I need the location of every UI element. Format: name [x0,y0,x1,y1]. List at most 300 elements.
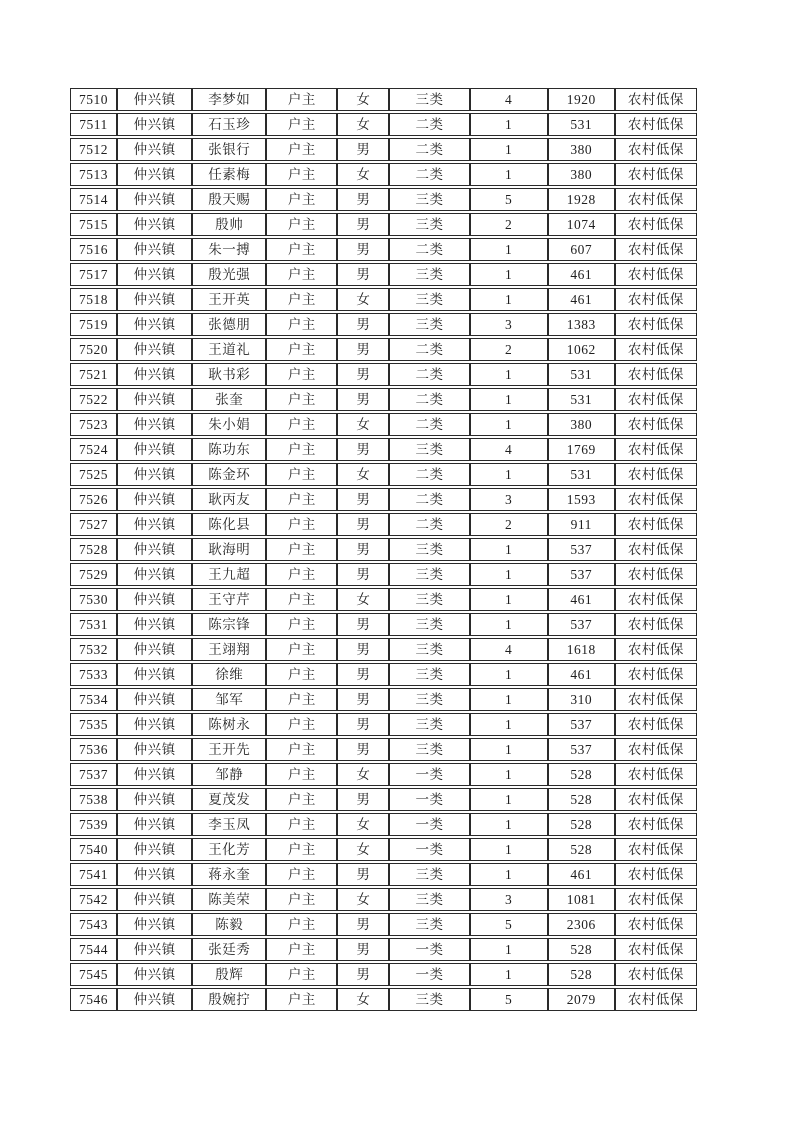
cell-serial: 7533 [70,663,117,686]
cell-town: 仲兴镇 [117,463,192,486]
cell-benefit: 农村低保 [615,713,697,736]
cell-category: 二类 [389,163,469,186]
cell-benefit: 农村低保 [615,88,697,111]
cell-name: 殷天赐 [192,188,266,211]
cell-gender: 男 [337,613,389,636]
cell-serial: 7541 [70,863,117,886]
cell-serial: 7542 [70,888,117,911]
cell-amount: 911 [548,513,615,536]
cell-gender: 女 [337,163,389,186]
cell-persons: 1 [470,588,548,611]
cell-persons: 1 [470,413,548,436]
cell-serial: 7545 [70,963,117,986]
cell-serial: 7510 [70,88,117,111]
cell-relation: 户主 [266,188,337,211]
cell-name: 王道礼 [192,338,266,361]
cell-relation: 户主 [266,963,337,986]
cell-town: 仲兴镇 [117,713,192,736]
cell-serial: 7536 [70,738,117,761]
cell-town: 仲兴镇 [117,988,192,1011]
cell-persons: 1 [470,838,548,861]
cell-town: 仲兴镇 [117,388,192,411]
cell-benefit: 农村低保 [615,763,697,786]
cell-persons: 1 [470,738,548,761]
cell-town: 仲兴镇 [117,263,192,286]
cell-town: 仲兴镇 [117,663,192,686]
cell-name: 王开先 [192,738,266,761]
cell-category: 三类 [389,588,469,611]
cell-gender: 男 [337,488,389,511]
cell-town: 仲兴镇 [117,338,192,361]
cell-relation: 户主 [266,263,337,286]
cell-relation: 户主 [266,438,337,461]
cell-benefit: 农村低保 [615,288,697,311]
table-row [70,263,697,286]
cell-town: 仲兴镇 [117,788,192,811]
cell-category: 一类 [389,838,469,861]
cell-benefit: 农村低保 [615,313,697,336]
cell-persons: 1 [470,663,548,686]
cell-town: 仲兴镇 [117,188,192,211]
cell-name: 张德朋 [192,313,266,336]
cell-town: 仲兴镇 [117,213,192,236]
cell-amount: 528 [548,838,615,861]
cell-amount: 537 [548,563,615,586]
table-row [70,813,697,836]
cell-gender: 男 [337,938,389,961]
cell-amount: 1920 [548,88,615,111]
cell-persons: 3 [470,488,548,511]
cell-name: 张廷秀 [192,938,266,961]
cell-benefit: 农村低保 [615,163,697,186]
cell-amount: 528 [548,813,615,836]
subsistence-allowance-table [70,86,697,1013]
cell-persons: 1 [470,813,548,836]
table-row [70,188,697,211]
cell-category: 三类 [389,538,469,561]
cell-benefit: 农村低保 [615,863,697,886]
cell-relation: 户主 [266,738,337,761]
cell-persons: 1 [470,613,548,636]
cell-relation: 户主 [266,238,337,261]
table-row [70,463,697,486]
cell-relation: 户主 [266,663,337,686]
cell-benefit: 农村低保 [615,838,697,861]
cell-category: 一类 [389,963,469,986]
cell-category: 三类 [389,688,469,711]
cell-serial: 7539 [70,813,117,836]
cell-amount: 380 [548,413,615,436]
cell-category: 二类 [389,238,469,261]
cell-town: 仲兴镇 [117,88,192,111]
cell-name: 张银行 [192,138,266,161]
cell-relation: 户主 [266,713,337,736]
cell-town: 仲兴镇 [117,963,192,986]
table-row [70,563,697,586]
cell-benefit: 农村低保 [615,988,697,1011]
cell-gender: 男 [337,788,389,811]
table-row [70,538,697,561]
cell-serial: 7525 [70,463,117,486]
cell-benefit: 农村低保 [615,888,697,911]
cell-name: 朱一搏 [192,238,266,261]
table-row [70,488,697,511]
table-row [70,863,697,886]
cell-amount: 461 [548,588,615,611]
cell-persons: 5 [470,188,548,211]
cell-town: 仲兴镇 [117,638,192,661]
cell-persons: 1 [470,388,548,411]
cell-relation: 户主 [266,338,337,361]
cell-serial: 7537 [70,763,117,786]
cell-town: 仲兴镇 [117,813,192,836]
cell-benefit: 农村低保 [615,613,697,636]
cell-category: 二类 [389,363,469,386]
cell-serial: 7531 [70,613,117,636]
cell-benefit: 农村低保 [615,363,697,386]
cell-gender: 女 [337,588,389,611]
cell-benefit: 农村低保 [615,963,697,986]
cell-amount: 1383 [548,313,615,336]
cell-serial: 7530 [70,588,117,611]
cell-amount: 607 [548,238,615,261]
cell-relation: 户主 [266,288,337,311]
cell-gender: 男 [337,563,389,586]
cell-name: 李玉凤 [192,813,266,836]
cell-serial: 7520 [70,338,117,361]
cell-benefit: 农村低保 [615,513,697,536]
cell-name: 陈宗锋 [192,613,266,636]
cell-benefit: 农村低保 [615,263,697,286]
cell-town: 仲兴镇 [117,688,192,711]
cell-serial: 7524 [70,438,117,461]
cell-serial: 7534 [70,688,117,711]
cell-serial: 7515 [70,213,117,236]
cell-persons: 3 [470,888,548,911]
table-row [70,388,697,411]
cell-category: 三类 [389,888,469,911]
cell-benefit: 农村低保 [615,638,697,661]
table-row [70,138,697,161]
cell-category: 三类 [389,438,469,461]
table-row [70,788,697,811]
cell-category: 三类 [389,313,469,336]
table-row [70,888,697,911]
cell-town: 仲兴镇 [117,863,192,886]
cell-serial: 7528 [70,538,117,561]
cell-gender: 女 [337,763,389,786]
cell-name: 耿书彩 [192,363,266,386]
cell-amount: 537 [548,538,615,561]
cell-town: 仲兴镇 [117,913,192,936]
table-row [70,838,697,861]
cell-persons: 1 [470,938,548,961]
cell-amount: 2079 [548,988,615,1011]
cell-serial: 7538 [70,788,117,811]
cell-benefit: 农村低保 [615,588,697,611]
cell-amount: 461 [548,863,615,886]
cell-amount: 1618 [548,638,615,661]
cell-benefit: 农村低保 [615,188,697,211]
cell-gender: 男 [337,538,389,561]
cell-town: 仲兴镇 [117,163,192,186]
cell-town: 仲兴镇 [117,138,192,161]
cell-town: 仲兴镇 [117,763,192,786]
table-row [70,738,697,761]
cell-gender: 男 [337,663,389,686]
cell-town: 仲兴镇 [117,738,192,761]
cell-gender: 女 [337,88,389,111]
cell-amount: 2306 [548,913,615,936]
cell-amount: 461 [548,263,615,286]
cell-persons: 1 [470,563,548,586]
cell-gender: 男 [337,738,389,761]
cell-persons: 1 [470,713,548,736]
cell-gender: 女 [337,463,389,486]
cell-serial: 7516 [70,238,117,261]
cell-amount: 531 [548,463,615,486]
cell-name: 王守芹 [192,588,266,611]
cell-category: 二类 [389,488,469,511]
cell-gender: 男 [337,338,389,361]
cell-relation: 户主 [266,363,337,386]
cell-name: 邹静 [192,763,266,786]
cell-category: 二类 [389,513,469,536]
cell-gender: 男 [337,363,389,386]
cell-relation: 户主 [266,313,337,336]
table-row [70,938,697,961]
cell-gender: 男 [337,188,389,211]
cell-name: 陈毅 [192,913,266,936]
cell-category: 三类 [389,913,469,936]
cell-relation: 户主 [266,988,337,1011]
cell-benefit: 农村低保 [615,463,697,486]
cell-benefit: 农村低保 [615,388,697,411]
cell-category: 三类 [389,613,469,636]
cell-amount: 380 [548,163,615,186]
table-row [70,963,697,986]
cell-relation: 户主 [266,488,337,511]
cell-amount: 1928 [548,188,615,211]
cell-gender: 男 [337,963,389,986]
table-row [70,763,697,786]
cell-amount: 531 [548,363,615,386]
cell-category: 三类 [389,863,469,886]
cell-town: 仲兴镇 [117,413,192,436]
cell-persons: 1 [470,288,548,311]
cell-amount: 528 [548,938,615,961]
table-row [70,88,697,111]
cell-persons: 1 [470,138,548,161]
cell-category: 三类 [389,988,469,1011]
cell-benefit: 农村低保 [615,563,697,586]
cell-town: 仲兴镇 [117,563,192,586]
cell-amount: 1074 [548,213,615,236]
cell-name: 徐维 [192,663,266,686]
table-row [70,213,697,236]
cell-name: 殷婉拧 [192,988,266,1011]
cell-gender: 男 [337,238,389,261]
cell-serial: 7540 [70,838,117,861]
cell-benefit: 农村低保 [615,338,697,361]
cell-town: 仲兴镇 [117,538,192,561]
cell-relation: 户主 [266,688,337,711]
cell-benefit: 农村低保 [615,413,697,436]
cell-relation: 户主 [266,613,337,636]
cell-persons: 3 [470,313,548,336]
cell-gender: 女 [337,813,389,836]
cell-gender: 男 [337,638,389,661]
table-row [70,713,697,736]
cell-town: 仲兴镇 [117,238,192,261]
cell-town: 仲兴镇 [117,313,192,336]
cell-persons: 5 [470,913,548,936]
cell-amount: 380 [548,138,615,161]
cell-serial: 7527 [70,513,117,536]
cell-category: 一类 [389,763,469,786]
cell-name: 陈美荣 [192,888,266,911]
cell-benefit: 农村低保 [615,488,697,511]
cell-persons: 1 [470,963,548,986]
cell-town: 仲兴镇 [117,488,192,511]
cell-category: 二类 [389,413,469,436]
cell-gender: 女 [337,838,389,861]
cell-serial: 7518 [70,288,117,311]
cell-persons: 1 [470,263,548,286]
cell-relation: 户主 [266,838,337,861]
cell-name: 殷辉 [192,963,266,986]
table-row [70,338,697,361]
cell-name: 王翊翔 [192,638,266,661]
cell-serial: 7523 [70,413,117,436]
cell-relation: 户主 [266,113,337,136]
cell-amount: 1593 [548,488,615,511]
cell-name: 李梦如 [192,88,266,111]
cell-name: 蒋永奎 [192,863,266,886]
cell-amount: 531 [548,388,615,411]
cell-persons: 1 [470,788,548,811]
cell-name: 张奎 [192,388,266,411]
cell-name: 陈金环 [192,463,266,486]
cell-serial: 7526 [70,488,117,511]
cell-amount: 528 [548,963,615,986]
cell-gender: 男 [337,438,389,461]
cell-relation: 户主 [266,138,337,161]
cell-category: 三类 [389,188,469,211]
cell-serial: 7529 [70,563,117,586]
cell-amount: 461 [548,663,615,686]
cell-persons: 1 [470,363,548,386]
cell-persons: 5 [470,988,548,1011]
cell-persons: 1 [470,538,548,561]
table-row [70,113,697,136]
cell-relation: 户主 [266,638,337,661]
cell-name: 任素梅 [192,163,266,186]
cell-amount: 528 [548,763,615,786]
cell-category: 三类 [389,263,469,286]
cell-town: 仲兴镇 [117,938,192,961]
cell-gender: 女 [337,888,389,911]
table-row [70,163,697,186]
cell-serial: 7535 [70,713,117,736]
cell-category: 三类 [389,738,469,761]
cell-name: 夏茂发 [192,788,266,811]
cell-relation: 户主 [266,588,337,611]
cell-relation: 户主 [266,213,337,236]
cell-relation: 户主 [266,788,337,811]
cell-serial: 7514 [70,188,117,211]
cell-town: 仲兴镇 [117,288,192,311]
cell-amount: 531 [548,113,615,136]
table-row [70,638,697,661]
cell-name: 石玉珍 [192,113,266,136]
cell-persons: 2 [470,513,548,536]
cell-category: 三类 [389,663,469,686]
cell-gender: 男 [337,913,389,936]
cell-category: 二类 [389,388,469,411]
cell-persons: 1 [470,688,548,711]
cell-gender: 男 [337,513,389,536]
cell-relation: 户主 [266,538,337,561]
cell-gender: 男 [337,388,389,411]
cell-gender: 女 [337,288,389,311]
cell-serial: 7522 [70,388,117,411]
table-row [70,663,697,686]
cell-gender: 男 [337,313,389,336]
cell-category: 三类 [389,638,469,661]
cell-persons: 1 [470,113,548,136]
cell-name: 耿海明 [192,538,266,561]
cell-benefit: 农村低保 [615,663,697,686]
cell-town: 仲兴镇 [117,613,192,636]
cell-benefit: 农村低保 [615,113,697,136]
cell-benefit: 农村低保 [615,938,697,961]
cell-amount: 310 [548,688,615,711]
cell-amount: 537 [548,713,615,736]
table-row [70,288,697,311]
cell-benefit: 农村低保 [615,738,697,761]
cell-gender: 男 [337,263,389,286]
table-row [70,688,697,711]
cell-persons: 1 [470,163,548,186]
cell-persons: 4 [470,88,548,111]
cell-gender: 女 [337,988,389,1011]
cell-category: 一类 [389,938,469,961]
cell-gender: 男 [337,863,389,886]
cell-serial: 7543 [70,913,117,936]
cell-name: 陈功东 [192,438,266,461]
cell-category: 一类 [389,788,469,811]
cell-category: 三类 [389,288,469,311]
cell-benefit: 农村低保 [615,788,697,811]
cell-serial: 7517 [70,263,117,286]
cell-amount: 537 [548,738,615,761]
cell-amount: 1081 [548,888,615,911]
table-row [70,988,697,1011]
cell-relation: 户主 [266,88,337,111]
cell-persons: 1 [470,463,548,486]
cell-serial: 7544 [70,938,117,961]
cell-benefit: 农村低保 [615,538,697,561]
table-row [70,438,697,461]
cell-persons: 4 [470,438,548,461]
cell-serial: 7513 [70,163,117,186]
cell-category: 二类 [389,463,469,486]
cell-serial: 7546 [70,988,117,1011]
cell-serial: 7511 [70,113,117,136]
cell-relation: 户主 [266,513,337,536]
table-row [70,588,697,611]
